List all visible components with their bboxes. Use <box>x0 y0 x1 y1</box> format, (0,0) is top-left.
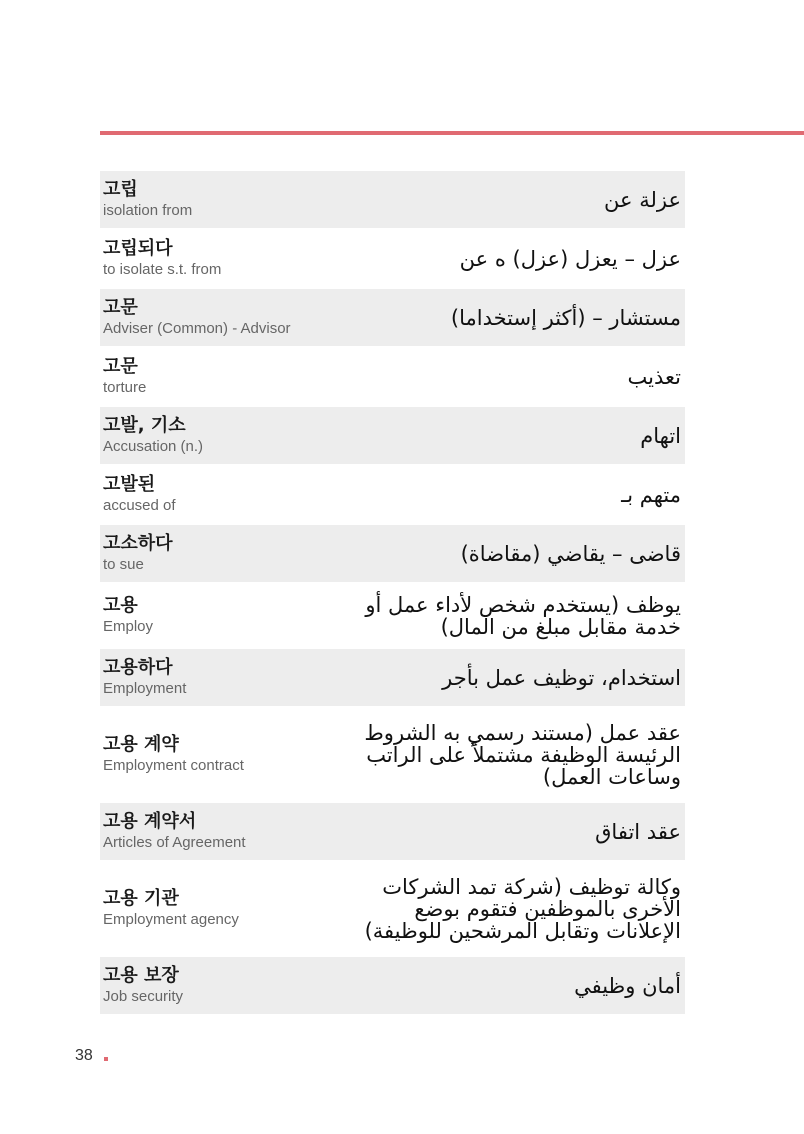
english-term: Employ <box>103 618 154 635</box>
glossary-row <box>100 466 685 523</box>
arabic-term: متهم بـ <box>621 482 681 507</box>
arabic-term: يوظف (يستخدم شخص لأداء عمل أو خدمة مقابل مبلغ من المال) <box>365 592 681 639</box>
glossary-row <box>100 803 685 860</box>
english-term: torture <box>103 379 147 396</box>
arabic-term: اتهام <box>640 423 681 448</box>
korean-term: 고용 보장 <box>103 965 179 986</box>
glossary-row <box>100 407 685 464</box>
english-term: accused of <box>103 497 176 514</box>
glossary-row <box>100 708 685 801</box>
english-term: to isolate s.t. from <box>103 261 222 278</box>
arabic-term: استخدام، توظيف عمل بأجر <box>442 665 681 690</box>
arabic-term: عقد اتفاق <box>595 819 681 844</box>
arabic-term: أمان وظيفي <box>574 973 681 998</box>
korean-term: 고소하다 <box>103 533 173 554</box>
glossary-row <box>100 289 685 346</box>
english-term: Accusation (n.) <box>103 438 204 455</box>
arabic-term: عزلة عن <box>604 187 681 212</box>
glossary-row <box>100 230 685 287</box>
page-number-accent-dot <box>104 1057 108 1061</box>
glossary-row <box>100 348 685 405</box>
glossary-row <box>100 957 685 1014</box>
korean-term: 고용 계약 <box>103 734 179 755</box>
glossary-row <box>100 525 685 582</box>
arabic-term: تعذيب <box>627 364 681 389</box>
arabic-term: قاضى – يقاضي (مقاضاة) <box>460 541 681 566</box>
glossary-row <box>100 862 685 955</box>
glossary-row <box>100 584 685 647</box>
arabic-term: عقد عمل (مستند رسمي به الشروط الرئيسة الوظيفة مشتملاً على الراتب وساعات العمل) <box>364 720 681 789</box>
korean-term: 고발된 <box>103 474 156 495</box>
korean-term: 고발, 기소 <box>103 415 186 436</box>
english-term: Adviser (Common) - Advisor <box>103 320 291 337</box>
arabic-term: مستشار – (أكثر إستخداما) <box>450 305 681 330</box>
korean-term: 고립되다 <box>103 238 173 259</box>
english-term: Employment <box>103 680 187 697</box>
arabic-term: عزل – يعزل (عزل) ه عن <box>459 246 681 271</box>
top-accent-rule <box>100 131 804 135</box>
glossary-table <box>100 171 685 1016</box>
english-term: Articles of Agreement <box>103 834 246 851</box>
english-term: isolation from <box>103 202 193 219</box>
korean-term: 고용하다 <box>103 657 173 678</box>
page-number: 38 <box>75 1047 93 1064</box>
glossary-row <box>100 171 685 228</box>
korean-term: 고문 <box>103 356 138 377</box>
korean-term: 고립 <box>103 179 138 200</box>
korean-term: 고용 기관 <box>103 888 179 909</box>
english-term: to sue <box>103 556 144 573</box>
english-term: Job security <box>103 988 184 1005</box>
korean-term: 고문 <box>103 297 138 318</box>
english-term: Employment contract <box>103 757 244 774</box>
english-term: Employment agency <box>103 911 239 928</box>
korean-term: 고용 계약서 <box>103 811 197 832</box>
korean-term: 고용 <box>103 595 138 616</box>
arabic-term: وكالة توظيف (شركة تمد الشركات الأخرى بالموظفين فتقوم بوضع الإعلانات وتقابل المرشحين للوظيفة) <box>364 874 681 943</box>
glossary-row <box>100 649 685 706</box>
